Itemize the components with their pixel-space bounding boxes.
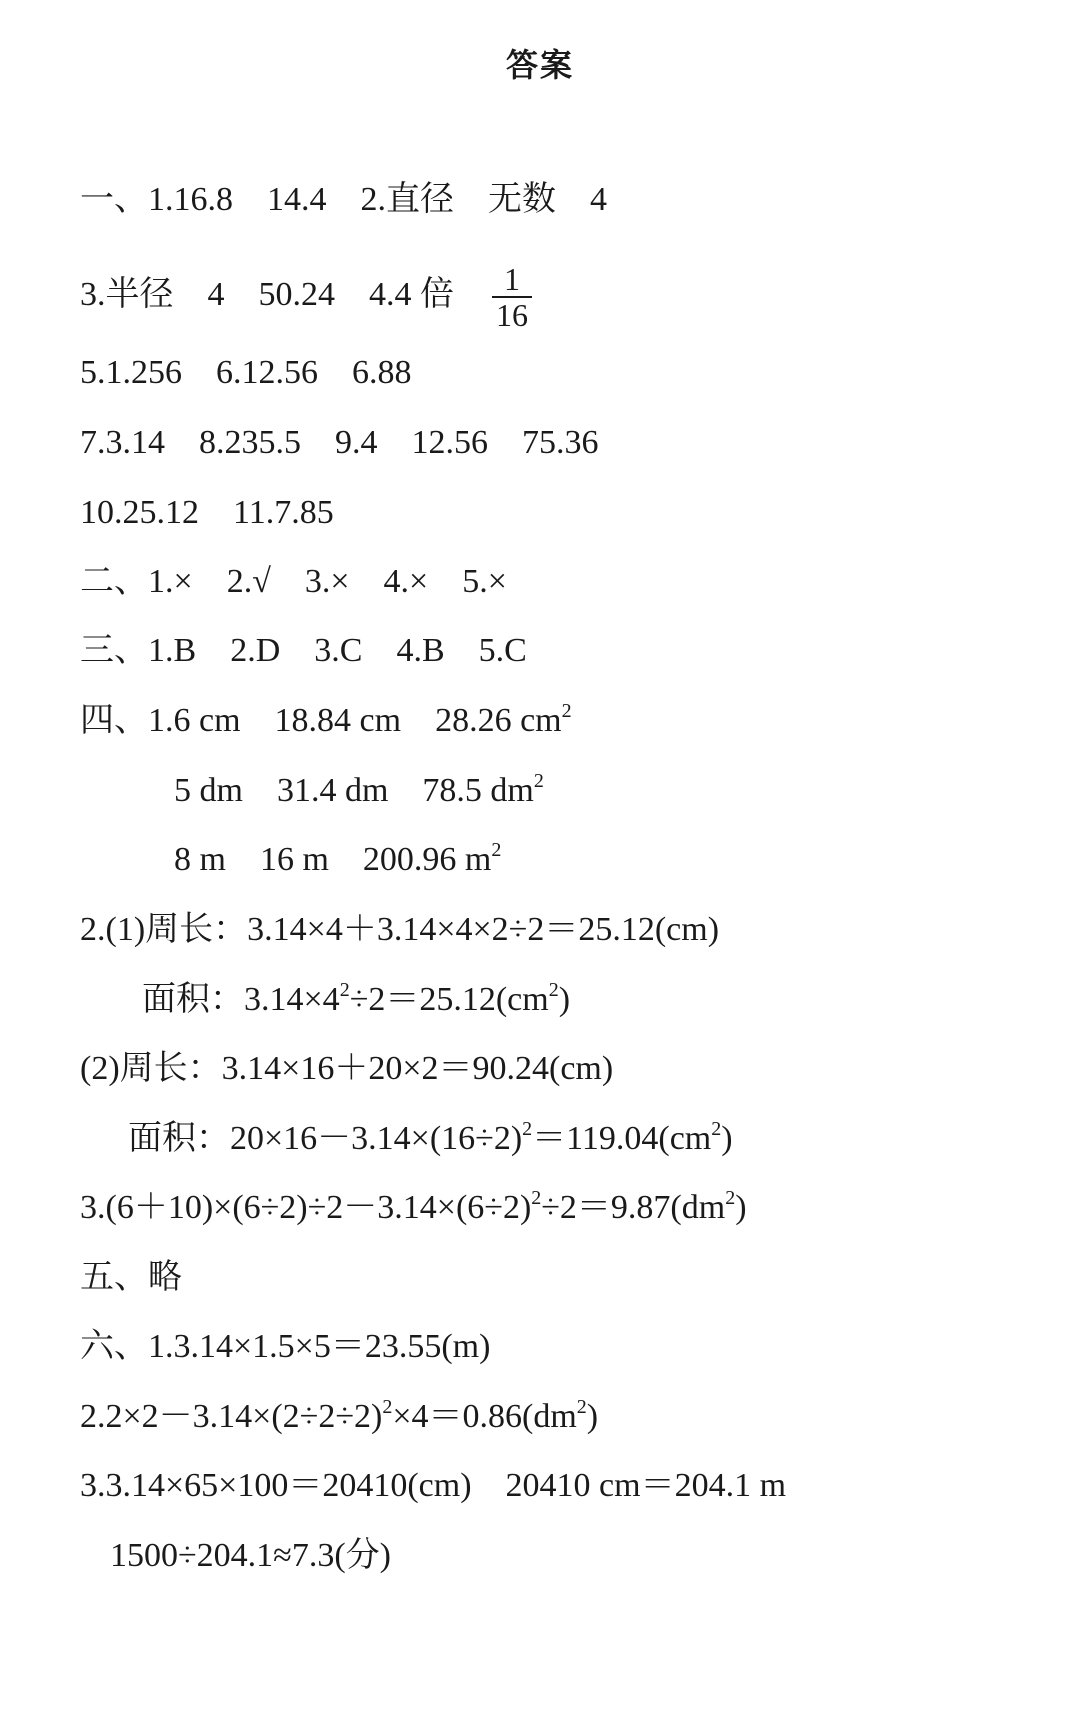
answer-line-6-3-continued [76,1496,391,1616]
answer-item: 12.56 [411,424,488,461]
answer-item: 7.3.14 [80,424,165,461]
answer-line-6-2: $2.2\times 2-3.14\times(2\div 2\div 2)^2\times 4=0.86(dm^2)$ [80,1396,599,1435]
answer-item: 三、1.B [80,632,197,669]
superscript: 2 [339,979,350,1001]
answer-item: 3.3.14×65×100＝20410(cm) [80,1467,472,1504]
answer-item: 50.24 [258,275,335,313]
answer-item: 78.5 $dm^2$ [422,770,544,809]
answer-item: 5.1.256 [80,354,182,391]
answer-item: 31.4 dm [276,772,389,809]
answer-item: 28.26 $cm^2$ [435,700,572,739]
answer-item: 6.88 [352,354,412,391]
superscript: 2 [725,1187,736,1209]
answer-item: 16 m [259,841,329,878]
superscript: 2 [548,979,559,1001]
answer-item: 3.半径 [80,275,174,313]
page-title: 答案 [505,46,574,84]
answer-item: 9.4 [335,424,378,461]
answer-text: 六、1.3.14×1.5×5＝23.55(m) [80,1328,491,1365]
answer-item: 8 m [174,841,226,878]
answer-item: 四、1.6 cm [80,702,241,739]
superscript: 2 [561,700,572,722]
superscript: 2 [382,1396,393,1418]
answer-line-4-2-1-area: 面积：$3.14\times 4^2\div 2=25.12(cm^2)$ [142,979,571,1018]
superscript: 2 [522,1118,533,1140]
answer-item: 5.× [462,563,507,600]
answer-item: 4 [590,181,607,218]
answer-line-4-2-2-area: 面积：$20\times 16-3.14\times(16\div 2)^2=119.04(cm^2)$ [128,1118,733,1157]
answer-item: 二、1.× [80,563,193,600]
superscript: 2 [576,1396,587,1418]
answer-text: 1500÷204.1≈7.3(分) [110,1537,391,1574]
answer-item: 4 [207,275,225,313]
answer-item: 6.12.56 [216,354,318,391]
superscript: 2 [531,1187,542,1209]
answer-item: 5.C [478,632,527,669]
answer-item: 14.4 [267,181,327,218]
answer-item: 20410 cm＝204.1 m [505,1467,787,1504]
answer-item: 4.B [396,632,445,669]
answer-item: 3.× [304,563,350,600]
answer-item: 200.96 $m^2$ [362,839,502,878]
answer-item: 75.36 [522,424,599,461]
answer-item: 一、1.16.8 [80,181,233,218]
answer-text: 2.(1)周长：3.14×4＋3.14×4×2÷2＝25.12(cm) [80,911,720,948]
answer-item: 无数 [488,181,556,218]
fraction-numerator: 1 [492,262,532,298]
answer-text: 五、略 [80,1259,182,1296]
answer-text: (2)周长：3.14×16＋20×2＝90.24(cm) [80,1050,614,1087]
superscript: 2 [491,839,502,861]
answer-item: 4.× [383,563,429,600]
superscript: 2 [711,1118,722,1140]
answer-item: 2.√ [226,563,271,600]
fraction [492,262,532,332]
answer-item: 11.7.85 [233,494,334,531]
answer-item: 10.25.12 [80,494,199,531]
answer-item: 3.C [314,632,363,669]
answer-item: 18.84 cm [274,702,402,739]
fraction-denominator: 16 [496,297,528,333]
answer-item: 5 dm [174,772,243,809]
answer-item: 2.直径 [360,181,454,218]
answer-item: 4.4 倍 [369,275,454,313]
answer-item: 2.D [230,632,281,669]
answer-item: 8.235.5 [199,424,301,461]
answer-line-4-3: $3.(6+10)\times(6\div 2)\div 2-3.14\times(6\div 2)^2\div 2=9.87(dm^2)$ [80,1187,747,1226]
superscript: 2 [533,770,544,792]
